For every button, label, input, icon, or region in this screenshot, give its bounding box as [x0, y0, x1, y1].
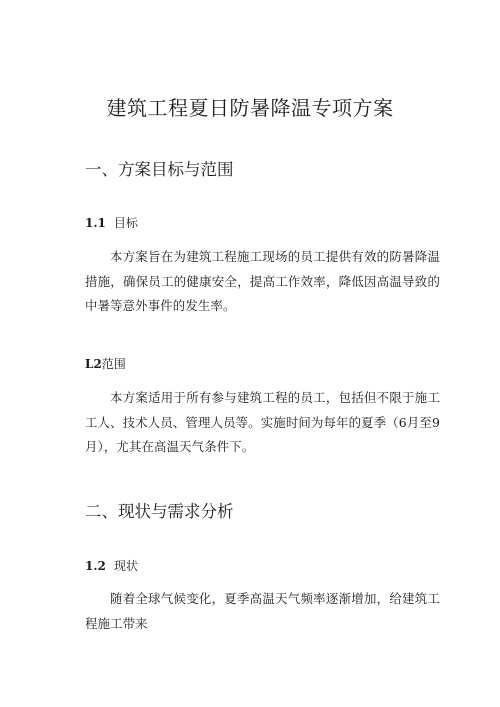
subsection-title: 现状 [113, 559, 138, 573]
subsection-heading-1-1 [85, 214, 138, 231]
section-heading-2: 二、现状与需求分析 [85, 502, 234, 521]
paragraph-status: 随着全球气候变化，夏季高温天气频率逐渐增加，给建筑工程施工带来 [85, 591, 440, 631]
document-title: 建筑工程夏日防暑降温专项方案 [106, 96, 394, 120]
subsection-title: 目标 [113, 216, 138, 230]
subsection-heading-2-1 [85, 557, 138, 574]
paragraph-scope: 本方案适用于所有参与建筑工程的员工，包括但不限于施工工人、技术人员、管理人员等。实施时间为每年的夏季（6月至9月），尤其在高温天气条件下。 [85, 390, 440, 454]
paragraph-goal: 本方案旨在为建筑工程施工现场的员工提供有效的防暑降温措施，确保员工的健康安全，提高工作效率，降低因高温导致的中暑等意外事件的发生率。 [85, 249, 440, 313]
subsection-heading-1-2 [85, 355, 126, 372]
section-heading-1: 一、方案目标与范围 [85, 160, 234, 179]
subsection-number: L2 [85, 357, 102, 371]
subsection-number: 1.2 [85, 559, 106, 573]
subsection-number: 1.1 [85, 216, 106, 230]
subsection-title: 范围 [101, 357, 126, 371]
